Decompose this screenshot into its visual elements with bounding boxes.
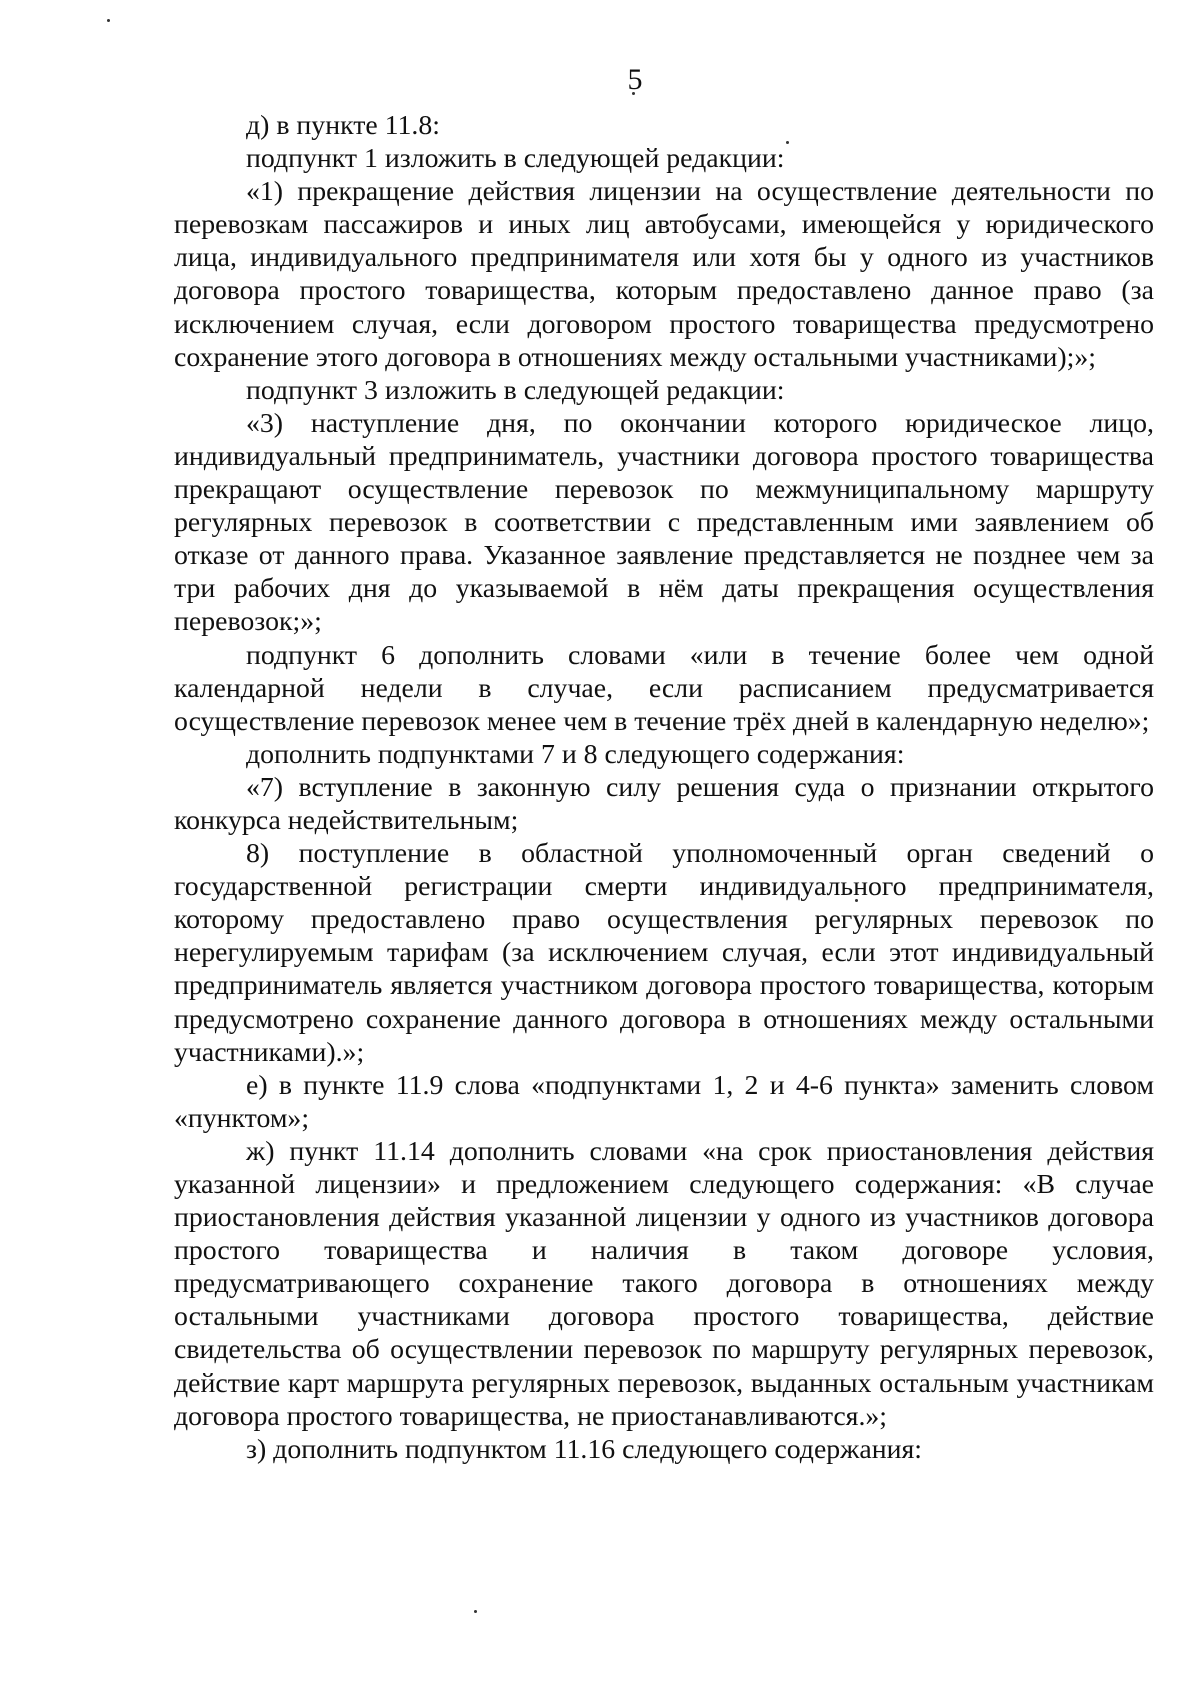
- paragraph-subitem-1-text: «1) прекращение действия лицензии на осуществление деятельности по перевозкам пассажиров и иных лиц автобусами, имеющейся у юридического лица, индивидуального предпринимателя или хотя бы у одного из участников договора простого товарищества, которым предоставлено данное право (за исключением случая, если договором простого товарищества предусмотрено сохранение этого договора в отношениях между остальными участниками);»;: [174, 176, 1154, 373]
- paragraph-subitem-3-intro: подпункт 3 изложить в следующей редакции:: [246, 374, 785, 406]
- paragraph-subitem-7-text: «7) вступление в законную силу решения суда о признании открытого конкурса недействительным;: [174, 771, 1154, 836]
- paragraph-item-z: з) дополнить подпунктом 11.16 следующего содержания:: [246, 1433, 922, 1465]
- paragraph-item-d: д) в пункте 11.8:: [246, 110, 440, 141]
- paragraph-add-subitems-intro: дополнить подпунктами 7 и 8 следующего содержания:: [246, 738, 905, 770]
- paragraph-item-e: е) в пункте 11.9 слова «подпунктами 1, 2 и 4-6 пункта» заменить словом «пунктом»;: [174, 1069, 1154, 1134]
- paragraph-subitem-1-intro: подпункт 1 изложить в следующей редакции:: [246, 143, 785, 175]
- document-body: [174, 109, 1154, 1466]
- paragraph-subitem-8-text: 8) поступление в областной уполномоченный орган сведений о государственной регистрации смерти индивидуального предпринимателя, которому предоставлено право осуществления регулярных перевозок по нерегулируемым тарифам (за исключением случая, если этот индивидуальный предприниматель является участником договора простого товарищества, которым предусмотрено сохранение данного договора в отношениях между остальными участниками).»;: [174, 838, 1154, 1068]
- paragraph-item-zh: ж) пункт 11.14 дополнить словами «на срок приостановления действия указанной лицензии» и предложением следующего содержания: «В случае приостановления действия указанной лицензии у одного из участников договора простого товарищества и наличия в таком договоре условия, предусматривающего сохранение такого договора в отношениях между остальными участниками договора простого товарищества, действие свидетельства об осуществлении перевозок по маршруту регулярных перевозок, действие карт маршрута регулярных перевозок, выданных остальным участникам договора простого товарищества, не приостанавливаются.»;: [174, 1135, 1154, 1432]
- paragraph-subitem-3-text: «3) наступление дня, по окончании которого юридическое лицо, индивидуальный предприниматель, участники договора простого товарищества прекращают осуществление перевозок по межмуниципальному маршруту регулярных перевозок в соответствии с представленным ими заявлением об отказе от данного права. Указанное заявление представляется не позднее чем за три рабочих дня до указываемой в нём даты прекращения осуществления перевозок;»;: [174, 407, 1154, 638]
- page-number: 5: [627, 63, 643, 96]
- scan-speck: [474, 1610, 477, 1613]
- scan-speck: [107, 19, 110, 22]
- paragraph-subitem-6: подпункт 6 дополнить словами «или в течение более чем одной календарной недели в случае, если расписанием предусматривается осуществление перевозок менее чем в течение трёх дней в календарную неделю»;: [174, 639, 1154, 737]
